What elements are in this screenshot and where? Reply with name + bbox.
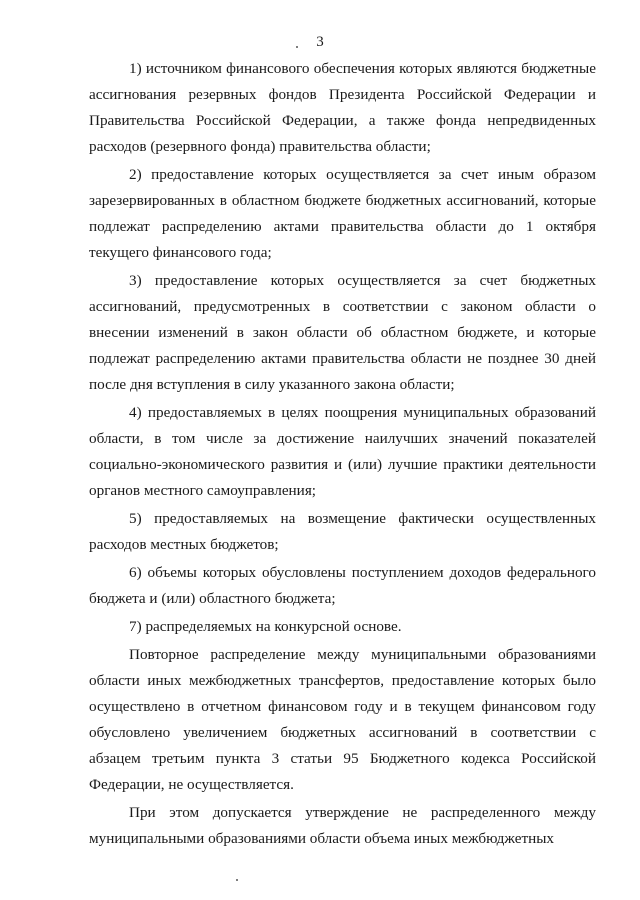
paragraph-item-1: 1) источником финансового обеспечения которых являются бюджетные ассигнования резервных фондов Президента Российской Федерации и Правительства Российской Федерации, а также фонда непредвиденных расходов (резервного фонда) правительства области; <box>89 60 596 155</box>
paragraph-item-4: 4) предоставляемых в целях поощрения муниципальных образований области, в том числе за достижение наилучших значений показателей социально-экономического развития и (или) лучшие практики деятельности органов местного самоуправления; <box>89 404 596 499</box>
paragraph-item-3: 3) предоставление которых осуществляется за счет бюджетных ассигнований, предусмотренных в соответствии с законом области о внесении изменений в закон области об областном бюджете, и которые подлежат распределению актами правительства области не позднее 30 дней после дня вступления в силу указанного закона области; <box>89 272 596 393</box>
paragraph-item-5: 5) предоставляемых на возмещение фактически осуществленных расходов местных бюджетов; <box>89 510 596 553</box>
document-body <box>89 56 596 854</box>
paragraph-item-7: 7) распределяемых на конкурсной основе. <box>129 618 402 635</box>
page-number: 3 <box>316 34 324 50</box>
paragraph-item-6: 6) объемы которых обусловлены поступлением доходов федерального бюджета и (или) областного бюджета; <box>89 564 596 607</box>
paragraph-allowance: При этом допускается утверждение не распределенного между муниципальными образованиями области объема иных межбюджетных <box>89 804 596 847</box>
scan-speck <box>236 879 238 881</box>
paragraph-item-2: 2) предоставление которых осуществляется за счет иным образом зарезервированных в областном бюджете бюджетных ассигнований, которые подлежат распределению актами правительства области до 1 октября текущего финансового года; <box>89 166 596 261</box>
paragraph-redistribution: Повторное распределение между муниципальными образованиями области иных межбюджетных трансфертов, предоставление которых было осуществлено в отчетном финансовом году и в текущем финансовом году обусловлено увеличением бюджетных ассигнований в соответствии с абзацем третьим пункта 3 статьи 95 Бюджетного кодекса Российской Федерации, не осуществляется. <box>89 646 596 793</box>
